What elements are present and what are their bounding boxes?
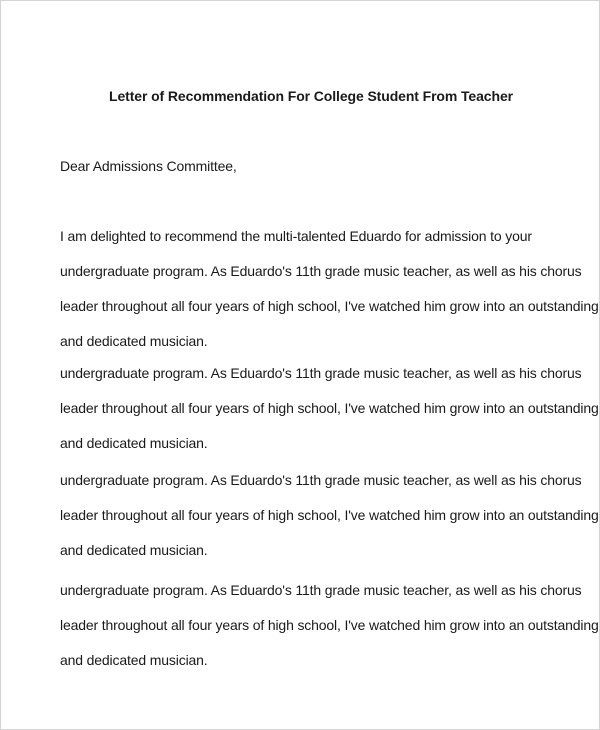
- paragraph-line: undergraduate program. As Eduardo's 11th grade music teacher, as well as his chorus: [60, 472, 582, 488]
- paragraph-line: I am delighted to recommend the multi-talented Eduardo for admission to your: [60, 228, 532, 244]
- paragraph-line: undergraduate program. As Eduardo's 11th grade music teacher, as well as his chorus: [60, 263, 582, 279]
- paragraph-line: and dedicated musician.: [60, 652, 208, 668]
- paragraph-line: and dedicated musician.: [60, 542, 208, 558]
- salutation: Dear Admissions Committee,: [60, 158, 237, 174]
- paragraph-line: and dedicated musician.: [60, 333, 208, 349]
- paragraph-line: leader throughout all four years of high school, I've watched him grow into an outstanding: [60, 400, 599, 416]
- page-title: Letter of Recommendation For College Student From Teacher: [109, 88, 513, 104]
- paragraph-line: undergraduate program. As Eduardo's 11th grade music teacher, as well as his chorus: [60, 582, 582, 598]
- paragraph-line: undergraduate program. As Eduardo's 11th grade music teacher, as well as his chorus: [60, 365, 582, 381]
- paragraph-line: leader throughout all four years of high school, I've watched him grow into an outstanding: [60, 507, 599, 523]
- paragraph-line: leader throughout all four years of high school, I've watched him grow into an outstanding: [60, 298, 599, 314]
- paragraph-line: and dedicated musician.: [60, 435, 208, 451]
- paragraph-line: leader throughout all four years of high school, I've watched him grow into an outstanding: [60, 617, 599, 633]
